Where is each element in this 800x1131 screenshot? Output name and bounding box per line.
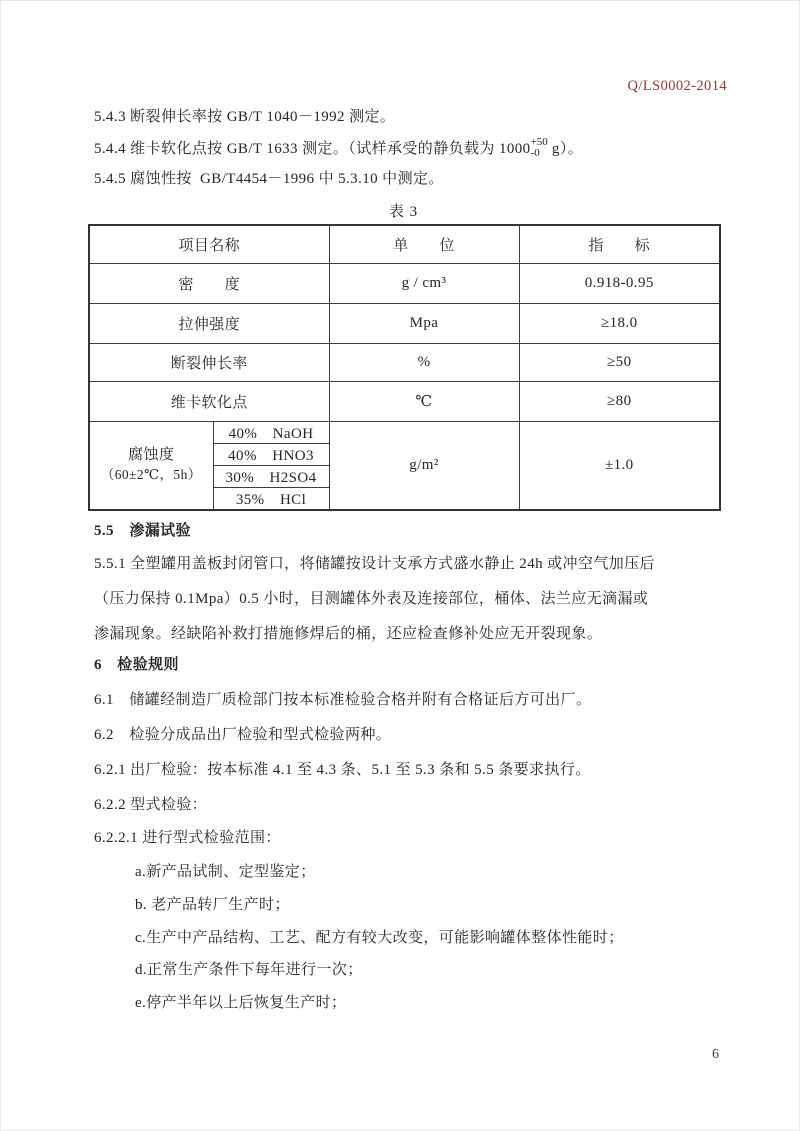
clause-5-5-1-line2: （压力保持 0.1Mpa）0.5 小时，目测罐体外表及连接部位，桶体、法兰应无滴漏或 [94, 591, 649, 607]
clause-5-4-4-suffix: g）。 [547, 141, 584, 157]
list-item-e: e.停产半年以上后恢复生产时； [135, 995, 347, 1011]
cell-name: 拉伸强度 [89, 303, 329, 343]
cell-unit: Mpa [329, 303, 519, 343]
corrosion-name-line1: 腐蚀度 [128, 447, 175, 463]
cell-name: 断裂伸长率 [89, 343, 329, 381]
list-item-d: d.正常生产条件下每年进行一次； [135, 962, 363, 978]
cell-index: ≥50 [519, 343, 720, 381]
cell-corrosion-name [89, 421, 213, 510]
cell-name: 维卡软化点 [89, 381, 329, 421]
list-item-a: a.新产品试制、定型鉴定； [135, 864, 316, 880]
heading-5-5: 5.5 渗漏试验 [94, 523, 191, 539]
table-row [89, 303, 720, 343]
clause-5-5-1-line1: 5.5.1 全塑罐用盖板封闭管口，将储罐按设计支承方式盛水静止 24h 或冲空气加压后 [94, 556, 655, 572]
cell-unit: ℃ [329, 381, 519, 421]
cell-corrosion-index: ±1.0 [519, 421, 720, 510]
cell-unit: % [329, 343, 519, 381]
list-item-b: b. 老产品转厂生产时； [135, 897, 290, 913]
doc-number: Q/LS0002-2014 [627, 78, 727, 94]
tolerance-lower: -0 [530, 146, 540, 159]
table-3-caption: 表 3 [388, 204, 419, 220]
clause-6-1: 6.1 储罐经制造厂质检部门按本标准检验合格并附有合格证后方可出厂。 [94, 692, 592, 708]
cell-chemical: 40% HNO3 [213, 443, 329, 465]
cell-name: 密 度 [89, 263, 329, 303]
clause-5-5-1-line3: 渗漏现象。经缺陷补救打措施修焊后的桶，还应检查修补处应无开裂现象。 [94, 626, 603, 642]
table-row [89, 343, 720, 381]
table-row [89, 263, 720, 303]
header-cell-unit: 单 位 [329, 225, 519, 263]
clause-5-4-4 [94, 135, 584, 161]
list-item-c: c.生产中产品结构、工艺、配方有较大改变，可能影响罐体整体性能时； [135, 930, 624, 946]
cell-index: 0.918-0.95 [519, 263, 720, 303]
cell-index: ≥18.0 [519, 303, 720, 343]
clause-5-4-3: 5.4.3 断裂伸长率按 GB/T 1040－1992 测定。 [94, 109, 396, 125]
tolerance-upper: +50 [530, 135, 548, 148]
cell-chemical: 40% NaOH [213, 421, 329, 443]
page-number: 6 [712, 1047, 719, 1062]
table-row-corrosion [89, 421, 720, 443]
header-cell-index: 指 标 [519, 225, 720, 263]
clause-5-4-4-prefix: 5.4.4 维卡软化点按 GB/T 1633 测定。（试样承受的静负载为 1000 [94, 141, 531, 157]
clause-5-4-5: 5.4.5 腐蚀性按 GB/T4454－1996 中 5.3.10 中测定。 [94, 171, 444, 187]
clause-6-2: 6.2 检验分成品出厂检验和型式检验两种。 [94, 727, 392, 743]
header-cell-name: 项目名称 [89, 225, 329, 263]
heading-6: 6 检验规则 [94, 657, 179, 673]
cell-chemical: 35% HCl [213, 487, 329, 510]
corrosion-name-line2: （60±2℃，5h） [100, 467, 202, 482]
cell-index: ≥80 [519, 381, 720, 421]
clause-6-2-2: 6.2.2 型式检验： [94, 797, 208, 813]
cell-corrosion-unit: g/m² [329, 421, 519, 510]
clause-6-2-2-1: 6.2.2.1 进行型式检验范围： [94, 830, 281, 846]
table-row [89, 225, 720, 263]
cell-unit: g / cm³ [329, 263, 519, 303]
clause-6-2-1: 6.2.1 出厂检验：按本标准 4.1 至 4.3 条、5.1 至 5.3 条和 5.5 条要求执行。 [94, 762, 591, 778]
table-3 [88, 224, 721, 511]
table-row [89, 381, 720, 421]
tolerance-stack [531, 137, 548, 159]
cell-chemical: 30% H2SO4 [213, 465, 329, 487]
